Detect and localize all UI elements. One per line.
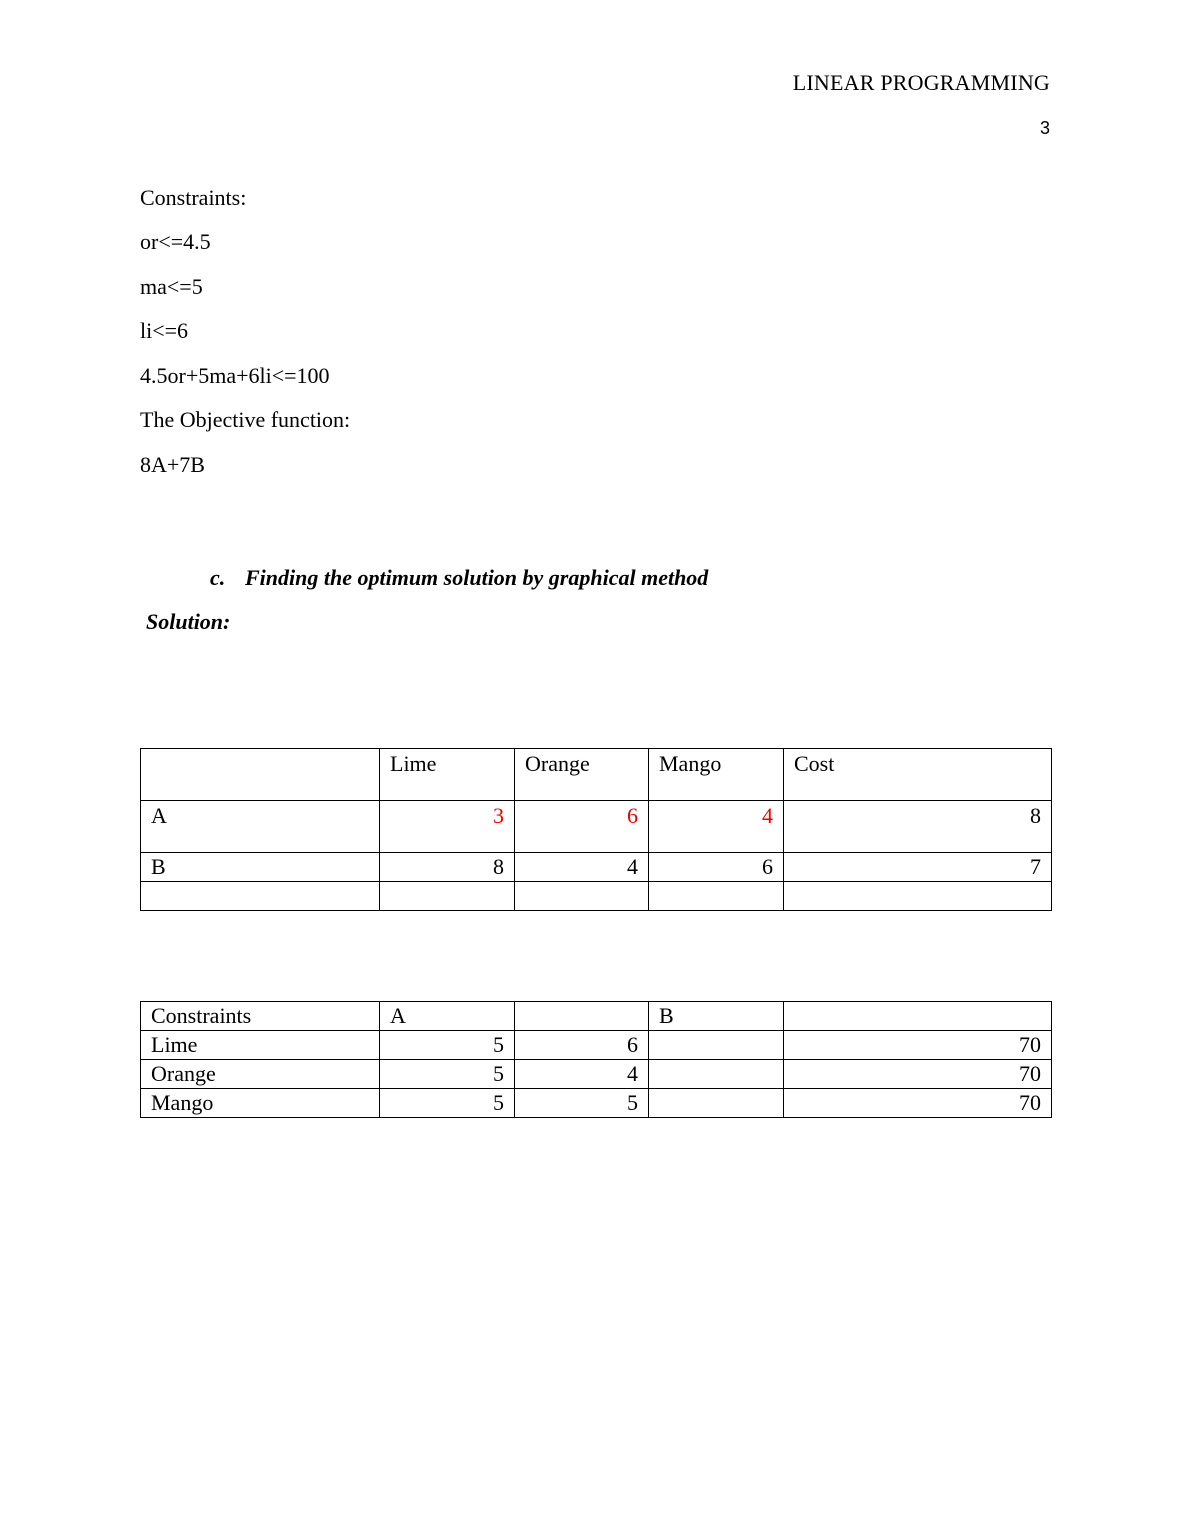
section-heading-text: Finding the optimum solution by graphical method — [245, 565, 709, 590]
table-cell: 7 — [784, 853, 1052, 882]
constraint-lime: li<=6 — [140, 318, 189, 343]
table-cell: Mango — [141, 1089, 380, 1118]
table-cell: 70 — [784, 1089, 1052, 1118]
table-cell: 5 — [380, 1031, 515, 1060]
table-cell-highlighted: 6 — [515, 801, 649, 853]
table-cell — [649, 1089, 784, 1118]
table-header-cell: Orange — [515, 749, 649, 801]
table-header-row — [141, 749, 1052, 801]
table-row — [141, 1031, 1052, 1060]
page-number: 3 — [1039, 118, 1050, 138]
table-header-cell: Mango — [649, 749, 784, 801]
table-cell: 70 — [784, 1031, 1052, 1060]
table-header-cell — [784, 1002, 1052, 1031]
table-cell: 70 — [784, 1060, 1052, 1089]
table-cell — [515, 882, 649, 911]
table-header-cell: Cost — [784, 749, 1052, 801]
table-cell — [649, 1031, 784, 1060]
table-row — [141, 1089, 1052, 1118]
solution-label: Solution: — [146, 609, 231, 634]
table-row — [141, 1060, 1052, 1089]
table-cell: 5 — [515, 1089, 649, 1118]
table-cell: 5 — [380, 1060, 515, 1089]
constraint-mango: ma<=5 — [140, 274, 203, 299]
table-cell: Lime — [141, 1031, 380, 1060]
table-cell — [380, 882, 515, 911]
table-cell: Orange — [141, 1060, 380, 1089]
constraint-orange: or<=4.5 — [140, 229, 211, 254]
table-header-cell: Constraints — [141, 1002, 380, 1031]
table-cell: 6 — [649, 853, 784, 882]
table-cell: 4 — [515, 853, 649, 882]
constraint-table — [140, 1001, 1052, 1118]
cost-table — [140, 748, 1052, 911]
table-cell: 4 — [515, 1060, 649, 1089]
constraints-label: Constraints: — [140, 185, 247, 210]
section-marker: c. — [210, 565, 226, 590]
table-cell: 5 — [380, 1089, 515, 1118]
table-cell: 8 — [784, 801, 1052, 853]
table-header-cell: A — [380, 1002, 515, 1031]
table-cell: 8 — [380, 853, 515, 882]
objective-function: 8A+7B — [140, 452, 205, 477]
objective-function-label: The Objective function: — [140, 407, 351, 432]
table-cell: A — [141, 801, 380, 853]
table-header-row — [141, 1002, 1052, 1031]
section-heading — [210, 565, 708, 591]
constraint-budget: 4.5or+5ma+6li<=100 — [140, 363, 330, 388]
table-header-cell: Lime — [380, 749, 515, 801]
running-header-title: LINEAR PROGRAMMING — [792, 70, 1050, 95]
table-cell-highlighted: 3 — [380, 801, 515, 853]
table-cell-highlighted: 4 — [649, 801, 784, 853]
table-header-cell — [515, 1002, 649, 1031]
table-cell — [141, 882, 380, 911]
table-cell — [784, 882, 1052, 911]
table-cell: 6 — [515, 1031, 649, 1060]
table-row — [141, 853, 1052, 882]
table-row-empty — [141, 882, 1052, 911]
table-row — [141, 801, 1052, 853]
table-cell — [649, 1060, 784, 1089]
table-cell — [649, 882, 784, 911]
table-header-cell: B — [649, 1002, 784, 1031]
table-cell: B — [141, 853, 380, 882]
table-cell — [141, 749, 380, 801]
